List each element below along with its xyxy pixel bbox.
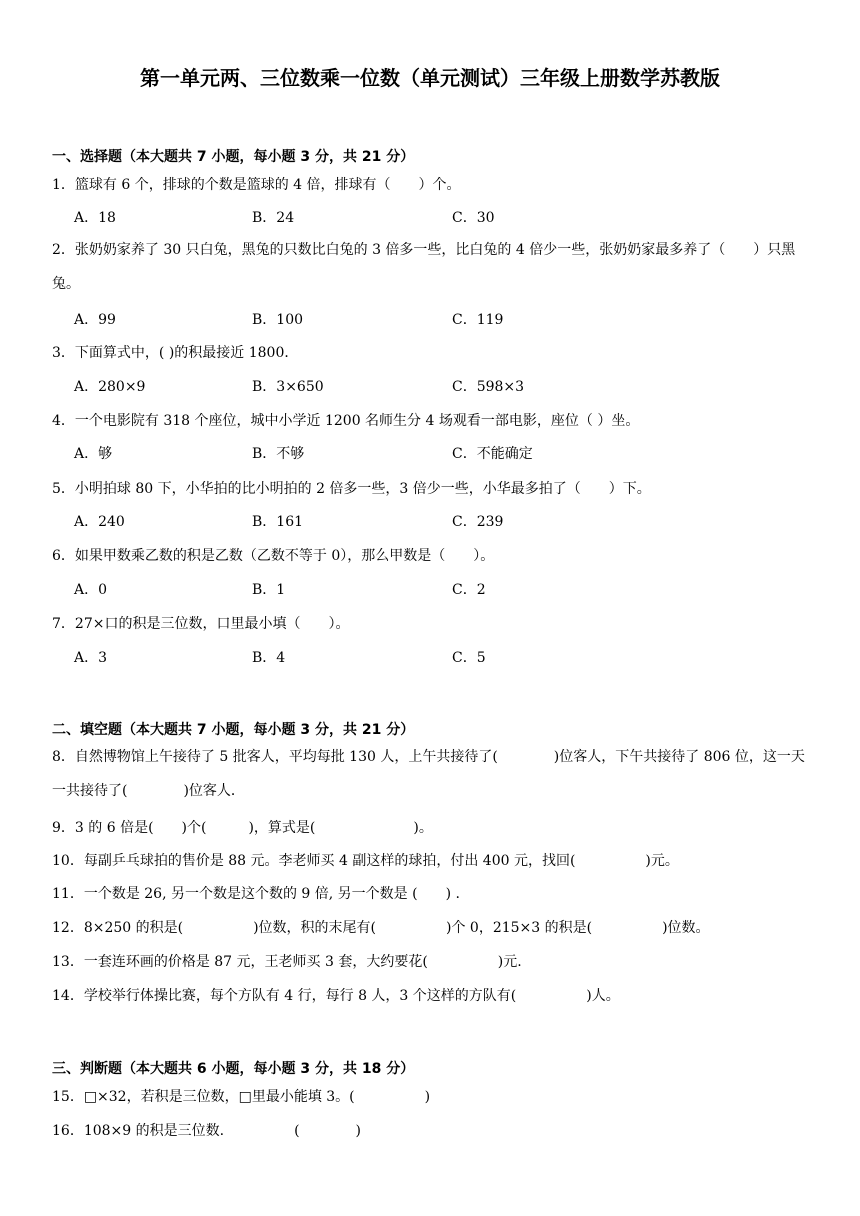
q6-option-a: A．0: [74, 582, 108, 598]
question-10: 10．每副乒乓球拍的售价是 88 元。李老师买 4 副这样的球拍，付出 400 元，找回( )元。: [52, 853, 679, 869]
q7-option-b: B．4: [252, 650, 286, 666]
q3-option-c: C．598×3: [452, 379, 525, 395]
question-1: 1．篮球有 6 个，排球的个数是篮球的 4 倍，排球有（ ）个。: [52, 177, 461, 193]
q5-option-b: B．161: [252, 514, 304, 530]
q1-option-b: B．24: [252, 210, 295, 226]
question-9: 9．3 的 6 倍是( )个( )，算式是( )。: [52, 820, 433, 836]
q7-option-c: C．5: [452, 650, 486, 666]
q3-option-b: B．3×650: [252, 379, 324, 395]
question-4: 4．一个电影院有 318 个座位，城中小学近 1200 名师生分 4 场观看一部电影，座位（ ）坐。: [52, 413, 640, 429]
q5-option-a: A．240: [74, 514, 125, 530]
q2-option-b: B．100: [252, 312, 304, 328]
q4-option-c: C．不能确定: [452, 446, 533, 462]
q4-option-a: A．够: [74, 446, 113, 462]
question-8: 8．自然博物馆上午接待了 5 批客人，平均每批 130 人，上午共接待了( )位客人，下午共接待了 806 位，这一天一共接待了( )位客人．: [52, 749, 805, 799]
question-7: 7．27×口的积是三位数，口里最小填（ ）。: [52, 616, 350, 632]
section-header-fill: 二、填空题（本大题共 7 小题，每小题 3 分，共 21 分）: [52, 722, 415, 738]
q2-option-c: C．119: [452, 312, 504, 328]
q1-option-c: C．30: [452, 210, 495, 226]
section-header-choice: 一、选择题（本大题共 7 小题，每小题 3 分，共 21 分）: [52, 149, 415, 165]
q5-option-c: C．239: [452, 514, 504, 530]
question-2: 2．张奶奶家养了 30 只白兔，黑兔的只数比白兔的 3 倍多一些，比白兔的 4 倍少一些，张奶奶家最多养了（ ）只黑兔。: [52, 242, 796, 292]
question-11: 11．一个数是 26, 另一个数是这个数的 9 倍, 另一个数是 ( ) .: [52, 886, 460, 902]
page-title: 第一单元两、三位数乘一位数（单元测试）三年级上册数学苏教版: [140, 66, 720, 90]
q2-option-a: A．99: [74, 312, 116, 328]
question-3: 3．下面算式中，( )的积最接近 1800．: [52, 345, 299, 361]
question-6: 6．如果甲数乘乙数的积是乙数（乙数不等于 0），那么甲数是（ ）。: [52, 548, 495, 564]
question-16: 16．108×9 的积是三位数. ( ): [52, 1123, 361, 1139]
question-13: 13．一套连环画的价格是 87 元，王老师买 3 套，大约要花( )元.: [52, 954, 522, 970]
section-header-judge: 三、判断题（本大题共 6 小题，每小题 3 分，共 18 分）: [52, 1061, 415, 1077]
question-14: 14．学校举行体操比赛，每个方队有 4 行，每行 8 人，3 个这样的方队有( )人。: [52, 988, 620, 1004]
q4-option-b: B．不够: [252, 446, 305, 462]
q1-option-a: A．18: [74, 210, 116, 226]
question-12: 12．8×250 的积是( )位数，积的末尾有( )个 0，215×3 的积是( )位数。: [52, 920, 710, 936]
question-5: 5．小明拍球 80 下，小华拍的比小明拍的 2 倍多一些，3 倍少一些，小华最多拍了（ ）下。: [52, 481, 651, 497]
q7-option-a: A．3: [74, 650, 108, 666]
q6-option-b: B．1: [252, 582, 286, 598]
q6-option-c: C．2: [452, 582, 486, 598]
q3-option-a: A．280×9: [74, 379, 146, 395]
question-15: 15．□×32，若积是三位数，□里最小能填 3。( ): [52, 1089, 431, 1105]
